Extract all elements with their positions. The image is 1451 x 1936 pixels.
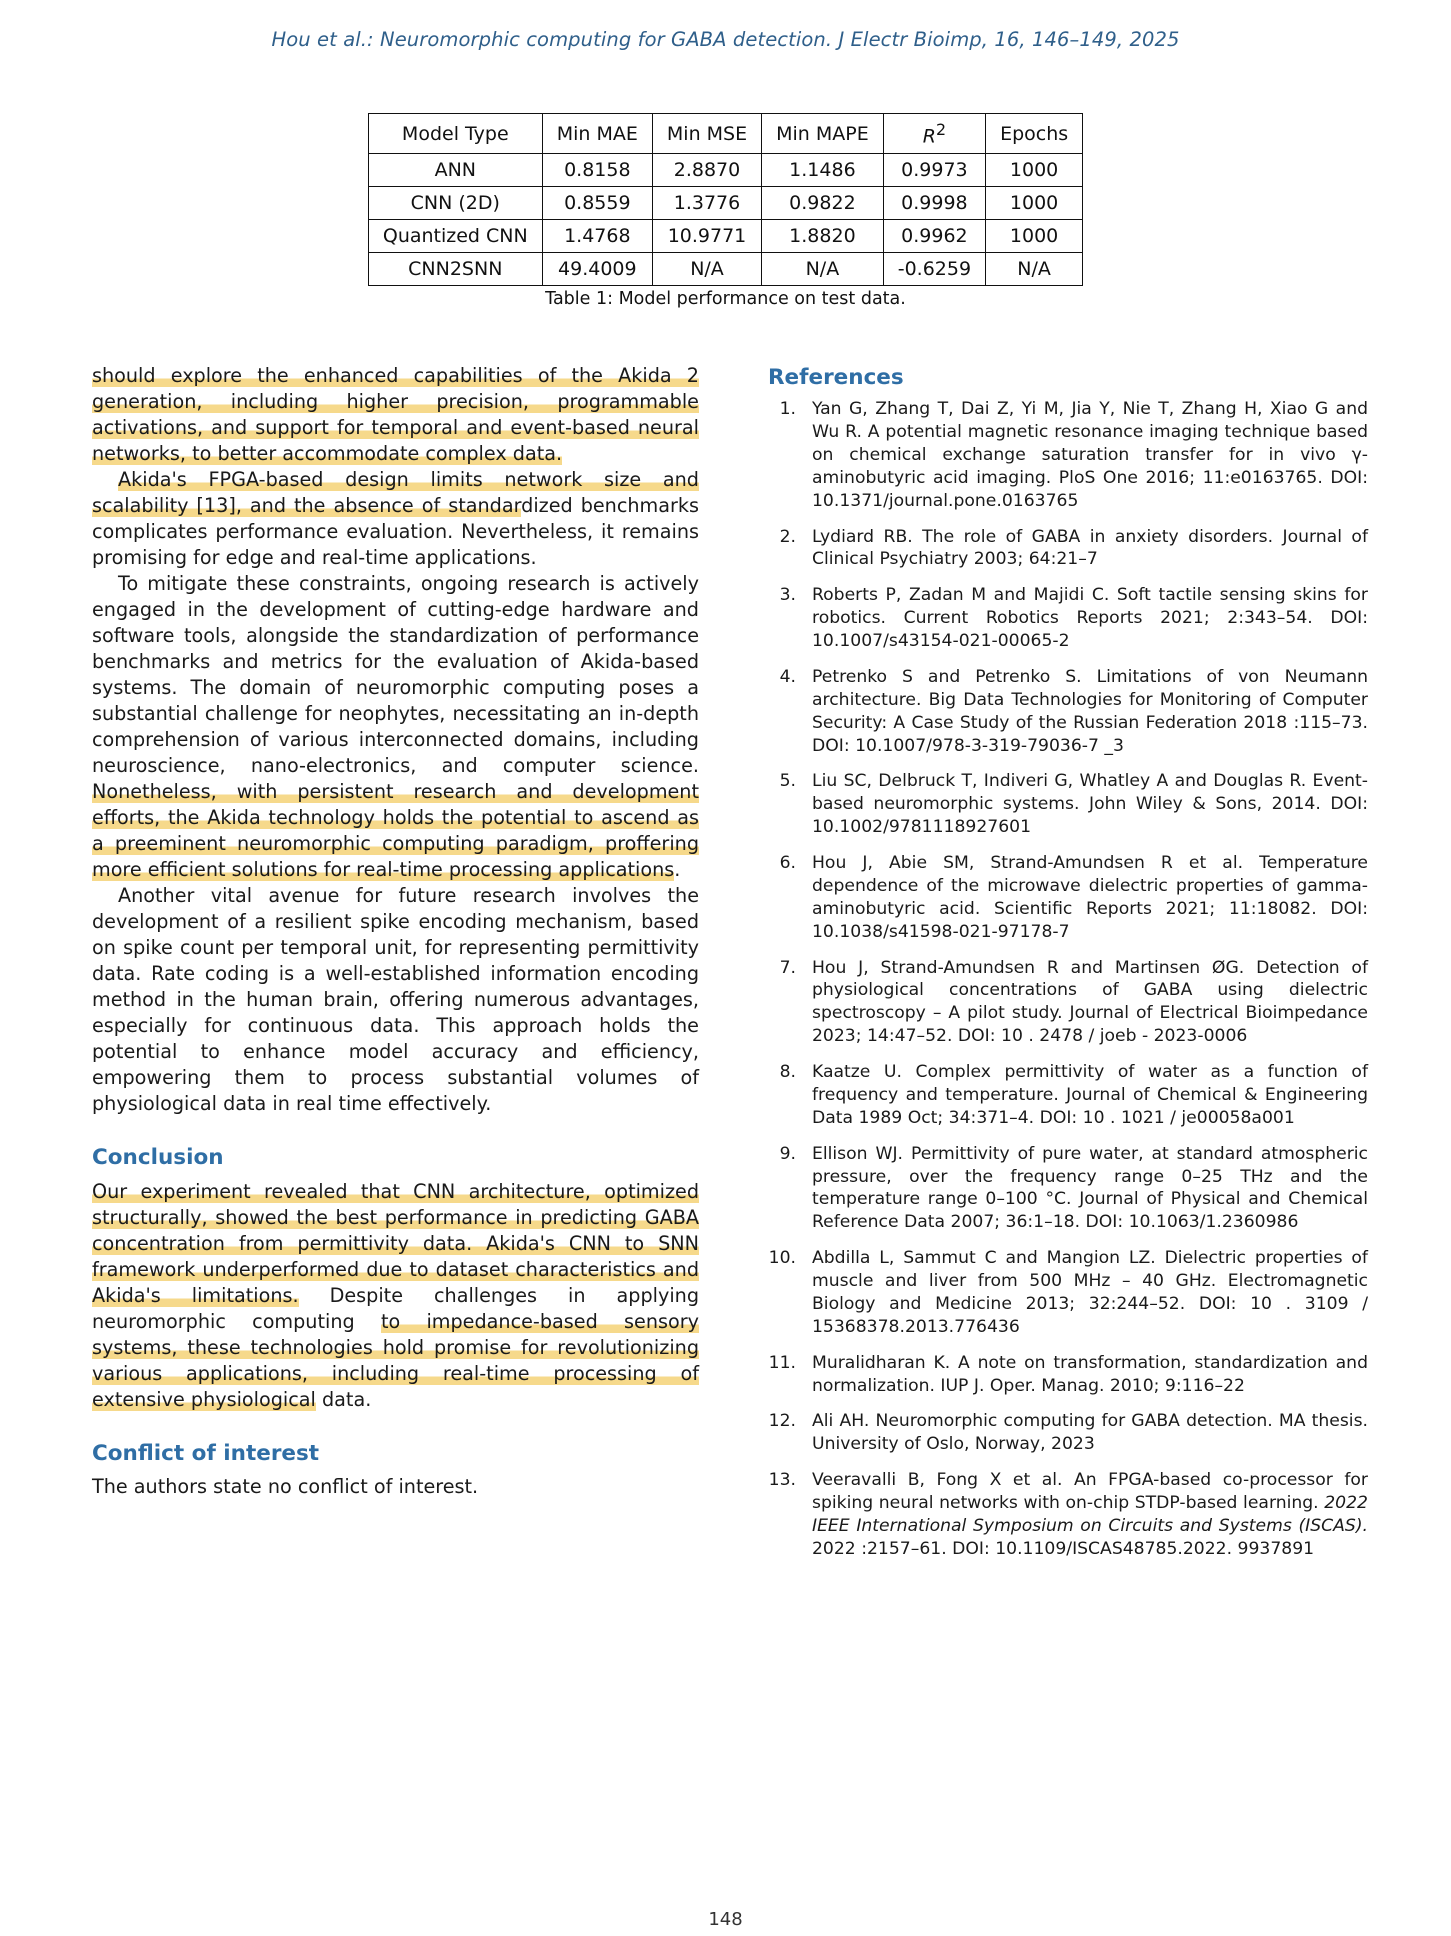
table-header-cell: Min MAPE — [762, 114, 884, 154]
table-cell: 0.9822 — [762, 187, 884, 220]
reference-number: 8. — [779, 1062, 796, 1082]
list-item — [768, 852, 1368, 944]
list-item — [768, 1061, 1368, 1130]
list-item — [768, 584, 1368, 653]
table-header-cell: Min MAE — [542, 114, 652, 154]
performance-table-wrap — [0, 113, 1451, 286]
reference-text: Yan G, Zhang T, Dai Z, Yi M, Jia Y, Nie T, Zhang H, Xiao G and Wu R. A potential magnetic resonance imaging technique based on chemical exchange saturation transfer for in vivo γ-aminobutyric acid imaging. PloS One 2016; 11:e0163765. DOI: 10.1371/journal.pone.0163765 — [812, 399, 1368, 511]
table-cell: 1000 — [986, 220, 1083, 253]
paragraph-text: To mitigate these constraints, ongoing research is actively engaged in the development of cutting-edge hardware and software tools, alongside the standardization of performance benchmarks and metrics for the evaluation of Akida-based systems. The domain of neuromorphic computing poses a substantial challenge for neophytes, necessitating an in-depth comprehension of various interconnected domains, including neuroscience, nano-electronics, and computer science. — [92, 572, 699, 778]
table-cell: Quantized CNN — [368, 220, 542, 253]
reference-number: 13. — [768, 1470, 796, 1491]
paragraph-mitigate — [92, 571, 699, 883]
reference-text: Ali AH. Neuromorphic computing for GABA detection. MA thesis. University of Oslo, Norway, 2023 — [812, 1411, 1368, 1455]
table-caption: Table 1: Model performance on test data. — [545, 289, 906, 309]
list-item — [768, 398, 1368, 512]
table-row — [368, 187, 1082, 220]
reference-text: Kaatze U. Complex permittivity of water as a function of frequency and temperature. Journal of Chemical & Engineering Data 1989 Oct; 34:371–4. DOI: 10 . 1021 / je00058a001 — [812, 1062, 1368, 1128]
reference-number: 10. — [768, 1248, 796, 1269]
paragraph-akida-fpga — [92, 467, 699, 571]
reference-text: Liu SC, Delbruck T, Indiveri G, Whatley A and Douglas R. Event-based neuromorphic systems. John Wiley & Sons, 2014. DOI: 10.1002/9781118927601 — [812, 771, 1368, 838]
table-cell: N/A — [986, 253, 1083, 286]
reference-number: 9. — [779, 1143, 796, 1164]
paragraph-text: Another vital avenue for future research involves the development of a resilient spike encoding mechanism, based on spike count per temporal unit, for representing permittivity data. Rate coding is a well-established information encoding method in the human brain, offering numerous advantages, especially for continuous data. This approach holds the potential to enhance model accuracy and efficiency, empowering them to process substantial volumes of physiological data in real time effectively. — [92, 884, 699, 1116]
paragraph-conflict-of-interest: The authors state no conflict of interest. — [92, 1474, 479, 1498]
list-item — [768, 770, 1368, 839]
highlighted-text: Nonetheless, with persistent research and development efforts, the Akida technology holds the potential to ascend as a preeminent neuromorphic computing paradigm, proffering more efficient solutions for real-time processing applications — [92, 780, 699, 882]
left-column — [92, 363, 699, 1500]
table-header-row — [368, 114, 1082, 154]
paragraph-text-tail: data. — [315, 1387, 372, 1411]
table-row — [368, 154, 1082, 187]
highlighted-text: should explore the enhanced capabilities of the Akida 2 generation, including higher precision, programmable activations, and support for temporal and event-based neural networks, to better accommodate complex data. — [92, 364, 699, 466]
list-item — [768, 1469, 1368, 1561]
list-item — [768, 1247, 1368, 1339]
table-header-cell-r2: $R^2$ — [883, 114, 985, 154]
list-item — [768, 1143, 1368, 1235]
list-item — [768, 1410, 1368, 1456]
table-cell: 1000 — [986, 187, 1083, 220]
table-row — [368, 253, 1082, 286]
paragraph-spike-encoding — [92, 883, 699, 1117]
reference-number: 5. — [779, 771, 796, 792]
reference-number: 4. — [779, 666, 796, 687]
reference-list — [768, 398, 1368, 1561]
paragraph-continuation — [92, 363, 699, 467]
reference-text: Petrenko S and Petrenko S. Limitations of von Neumann architecture. Big Data Technologies for Monitoring of Computer Security: A Case Study of the Russian Federation 2018 :115–73. DOI: 10.1007/978-3-319-79036-7 _3 — [812, 666, 1368, 756]
table-cell: 1000 — [986, 154, 1083, 187]
table-cell: 1.1486 — [762, 154, 884, 187]
reference-number: 11. — [768, 1352, 796, 1373]
list-item — [768, 1352, 1368, 1398]
table-cell: 2.8870 — [652, 154, 761, 187]
table-header-cell: Min MSE — [652, 114, 761, 154]
page-number: 148 — [708, 1909, 743, 1930]
table-cell: CNN (2D) — [368, 187, 542, 220]
list-item — [768, 957, 1368, 1049]
reference-number: 6. — [779, 853, 796, 873]
reference-text: Abdilla L, Sammut C and Mangion LZ. Dielectric properties of muscle and liver from 500 MHz – 40 GHz. Electromagnetic Biology and Medicine 2013; 32:244–52. DOI: 10 . 3109 / 15368378.2013.776436 — [812, 1248, 1368, 1337]
reference-number: 7. — [779, 957, 796, 978]
table-cell: 0.9998 — [883, 187, 985, 220]
highlighted-text: to impedance-based sensory systems, these technologies hold promise for revolutionizing various applications, including real-time processing of extensive physiological — [92, 1309, 699, 1411]
table-cell: -0.6259 — [883, 253, 985, 286]
reference-text: Muralidharan K. A note on transformation, standardization and normalization. IUP J. Oper. Manag. 2010; 9:116–22 — [812, 1352, 1368, 1396]
table-cell: ANN — [368, 154, 542, 187]
table-cell: 0.9962 — [883, 220, 985, 253]
table-cell: 10.9771 — [652, 220, 761, 253]
table-cell: 0.9973 — [883, 154, 985, 187]
section-heading-references: References — [768, 365, 904, 390]
table-cell: 0.8559 — [542, 187, 652, 220]
table-cell: N/A — [652, 253, 761, 286]
highlighted-text: Akida's FPGA-based design limits network size and scalability [13], and the absence of standar — [92, 468, 699, 518]
reference-text: Ellison WJ. Permittivity of pure water, at standard atmospheric pressure, over the frequency range 0–25 THz and the temperature range 0–100 °C. Journal of Physical and Chemical Reference Data 2007; 36:1–18. DOI: 10.1063/1.2360986 — [812, 1143, 1368, 1233]
reference-number: 12. — [768, 1411, 796, 1432]
reference-number: 3. — [779, 585, 796, 606]
running-head: Hou et al.: Neuromorphic computing for GABA detection. J Electr Bioimp, 16, 146–149, 2025 — [271, 28, 1180, 51]
paragraph-text: dized benchmarks complicates performance evaluation. Nevertheless, it remains promising for edge and real-time applications. — [92, 494, 699, 570]
section-heading-conflict-of-interest: Conflict of interest — [92, 1440, 320, 1466]
table-cell: CNN2SNN — [368, 253, 542, 286]
table-cell: 49.4009 — [542, 253, 652, 286]
list-item — [768, 526, 1368, 572]
table-header-cell: Epochs — [986, 114, 1083, 154]
table-row — [368, 220, 1082, 253]
table-cell: 0.8158 — [542, 154, 652, 187]
paragraph-conclusion — [92, 1179, 699, 1413]
section-heading-conclusion: Conclusion — [92, 1145, 224, 1171]
table-cell: 1.3776 — [652, 187, 761, 220]
table-cell: 1.4768 — [542, 220, 652, 253]
list-item — [768, 666, 1368, 758]
reference-text: Hou J, Abie SM, Strand-Amundsen R et al. Temperature dependence of the microwave dielectric properties of gamma-aminobutyric acid. Scientific Reports 2021; 11:18082. DOI: 10.1038/s41598-021-97178-7 — [812, 853, 1368, 942]
paragraph-text: Despite challenges in applying neuromorphic computing — [92, 1283, 699, 1333]
reference-text: Roberts P, Zadan M and Majidi C. Soft tactile sensing skins for robotics. Current Robotics Reports 2021; 2:343–54. DOI: 10.1007/s43154-021-00065-2 — [812, 585, 1368, 651]
reference-text-13: Veeravalli B, Fong X et al. An FPGA-based co-processor for spiking neural networks with on-chip STDP-based learning. 2022 IEEE International Symposium on Circuits and Systems (ISCAS). 2022 :2157–61. DOI: 10.1109/ISCAS48785.2022. 9937891 — [812, 1470, 1368, 1559]
table-header-cell: Model Type — [368, 114, 542, 154]
reference-number: 1. — [779, 399, 796, 420]
table-cell: 1.8820 — [762, 220, 884, 253]
table-cell: N/A — [762, 253, 884, 286]
reference-number: 2. — [779, 526, 796, 547]
reference-text: Lydiard RB. The role of GABA in anxiety disorders. Journal of Clinical Psychiatry 2003; 64:21–7 — [812, 526, 1368, 570]
right-column — [768, 363, 1368, 1574]
reference-text: Hou J, Strand-Amundsen R and Martinsen ØG. Detection of physiological concentrations of GABA using dielectric spectroscopy – A pilot study. Journal of Electrical Bioimpedance 2023; 14:47–52. DOI: 10 . 2478 / joeb - 2023-0006 — [812, 957, 1368, 1047]
highlighted-text: Our experiment revealed that CNN architecture, optimized structurally, showed the best performance in predicting GABA concentration from permittivity data. Akida's CNN to SNN framework underperformed due to dataset characteristics and Akida's limitations. — [92, 1179, 699, 1307]
performance-table — [368, 113, 1083, 286]
paragraph-text-tail: . — [674, 858, 681, 882]
